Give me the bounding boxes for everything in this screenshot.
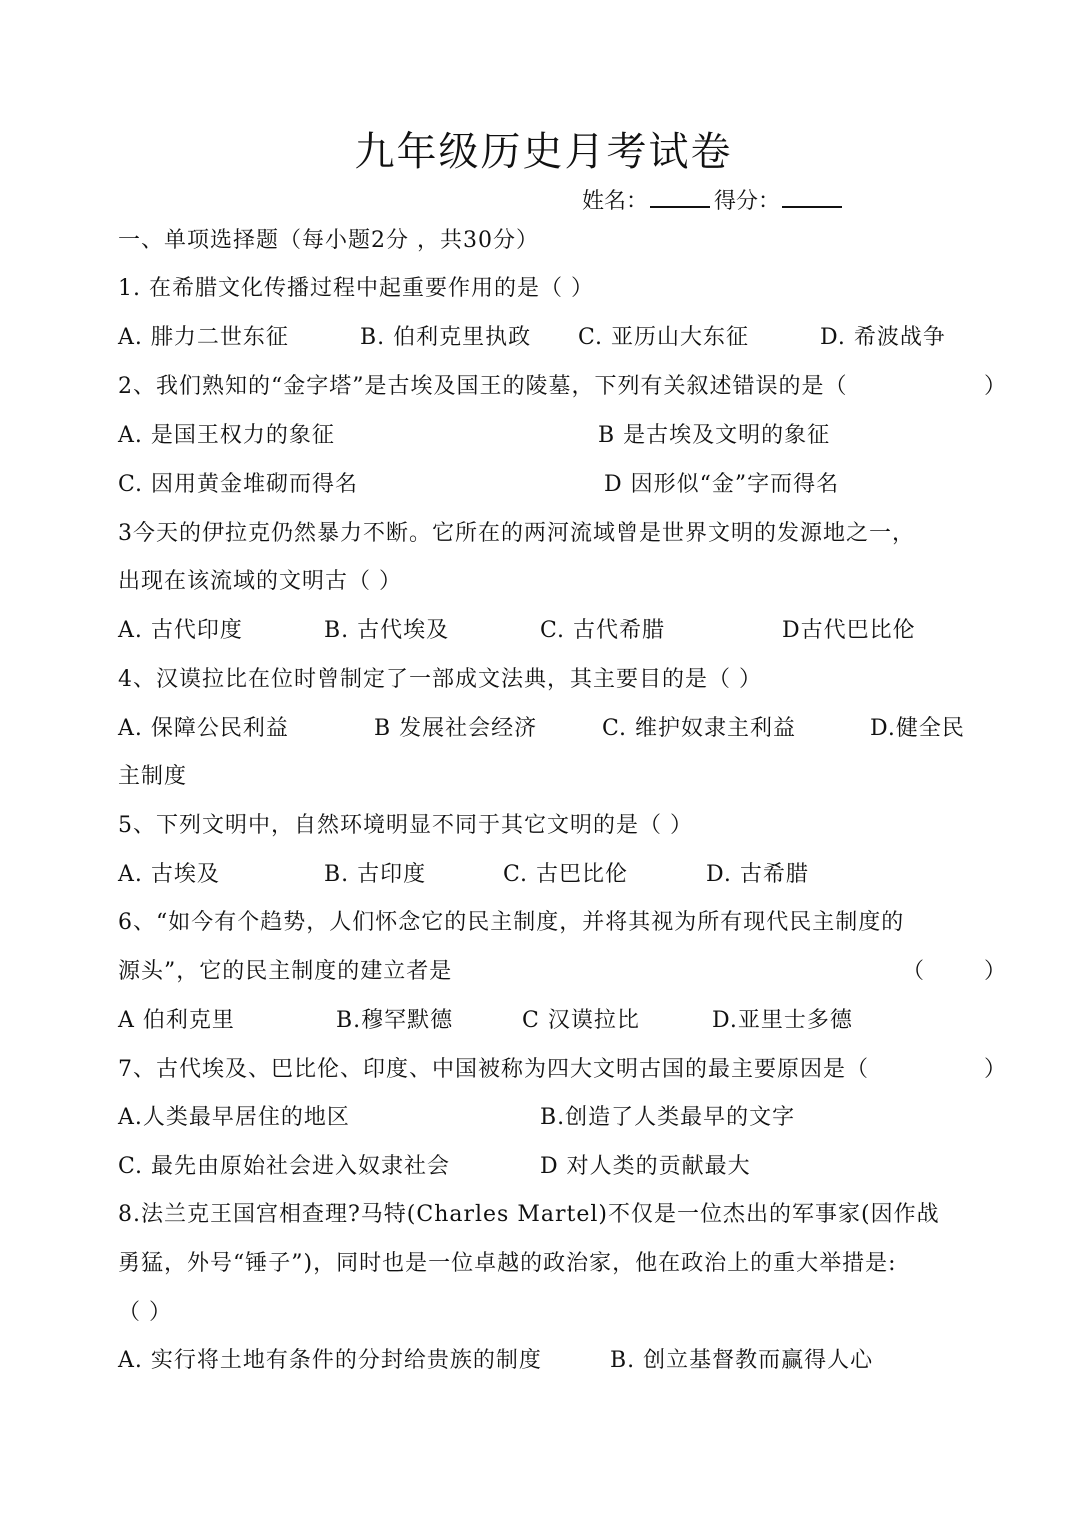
question-5-option-c: C. 古巴比伦	[503, 862, 629, 887]
question-2-option-a: A. 是国王权力的象征	[118, 423, 335, 448]
question-7-option-a: A.人类最早居住的地区	[118, 1105, 350, 1130]
question-6-stem-line-2: 源头”，它的民主制度的建立者是	[118, 959, 453, 984]
question-4-option-d-continued: 主制度	[118, 764, 188, 789]
question-7-stem: 7、古代埃及、巴比伦、印度、中国被称为四大文明古国的最主要原因是（	[118, 1057, 869, 1082]
question-3-stem-line-2: 出现在该流域的文明古（ ）	[118, 569, 402, 594]
question-8-option-a: A. 实行将土地有条件的分封给贵族的制度	[118, 1348, 542, 1373]
question-1-option-c: C. 亚历山大东征	[578, 325, 750, 350]
question-3-option-d: D古代巴比伦	[782, 618, 916, 643]
question-8-stem-line-1: 8.法兰克王国宫相查理?马特(Charles Martel)不仅是一位杰出的军事家(因作战	[118, 1202, 940, 1227]
section-heading: 一、单项选择题（每小题2分 ，共30分）	[118, 228, 539, 253]
score-label: 得分：	[714, 189, 781, 214]
question-4-option-a: A. 保障公民利益	[118, 716, 289, 741]
question-4-option-b: B 发展社会经济	[374, 716, 538, 741]
question-1-option-b: B. 伯利克里执政	[360, 325, 532, 350]
question-5-stem: 5、下列文明中，自然环境明显不同于其它文明的是（ ）	[118, 813, 693, 838]
question-6-stem-line-1: 6、“如今有个趋势，人们怀念它的民主制度，并将其视为所有现代民主制度的	[118, 910, 905, 935]
question-6-paren-open: （	[902, 959, 925, 984]
question-5-option-d: D. 古希腊	[706, 862, 809, 887]
question-2-stem: 2、我们熟知的“金字塔”是古埃及国王的陵墓，下列有关叙述错误的是（	[118, 374, 848, 399]
question-1-option-d: D. 希波战争	[820, 325, 946, 350]
question-1-stem: 1. 在希腊文化传播过程中起重要作用的是（ ）	[118, 276, 594, 301]
question-4-stem: 4、汉谟拉比在位时曾制定了一部成文法典，其主要目的是（ ）	[118, 667, 762, 692]
question-6-option-b: B.穆罕默德	[336, 1008, 454, 1033]
question-6-option-a: A 伯利克里	[118, 1008, 235, 1033]
question-7-option-b: B.创造了人类最早的文字	[540, 1105, 796, 1130]
question-6-option-c: C 汉谟拉比	[522, 1008, 640, 1033]
page-title: 九年级历史月考试卷	[354, 129, 733, 175]
question-1-option-a: A. 腓力二世东征	[118, 325, 289, 350]
question-4-option-c: C. 维护奴隶主利益	[602, 716, 797, 741]
question-7-option-d: D 对人类的贡献最大	[540, 1154, 751, 1179]
question-2-paren-close: ）	[984, 374, 1007, 399]
question-2-option-b: B 是古埃及文明的象征	[598, 423, 831, 448]
question-3-option-b: B. 古代埃及	[324, 618, 450, 643]
question-8-stem-line-3: （ ）	[118, 1300, 172, 1325]
question-6-option-d: D.亚里士多德	[712, 1008, 853, 1033]
score-blank[interactable]	[782, 184, 842, 208]
question-2-option-c: C. 因用黄金堆砌而得名	[118, 472, 359, 497]
question-8-option-b: B. 创立基督教而赢得人心	[610, 1348, 874, 1373]
name-blank[interactable]	[650, 184, 710, 208]
question-2-option-d: D 因形似“金”字而得名	[604, 472, 840, 497]
question-7-option-c: C. 最先由原始社会进入奴隶社会	[118, 1154, 451, 1179]
question-7-paren-close: ）	[984, 1057, 1007, 1082]
name-label: 姓名：	[582, 189, 649, 214]
question-8-stem-line-2: 勇猛，外号“锤子”)，同时也是一位卓越的政治家，他在政治上的重大举措是:	[118, 1251, 897, 1276]
question-3-option-c: C. 古代希腊	[540, 618, 666, 643]
question-3-stem-line-1: 3今天的伊拉克仍然暴力不断。它所在的两河流域曾是世界文明的发源地之一，	[118, 521, 915, 546]
question-5-option-a: A. 古埃及	[118, 862, 220, 887]
name-score-line	[582, 184, 846, 219]
question-3-option-a: A. 古代印度	[118, 618, 243, 643]
question-5-option-b: B. 古印度	[324, 862, 427, 887]
question-4-option-d: D.健全民	[870, 716, 965, 741]
question-6-paren-close: ）	[984, 959, 1007, 984]
